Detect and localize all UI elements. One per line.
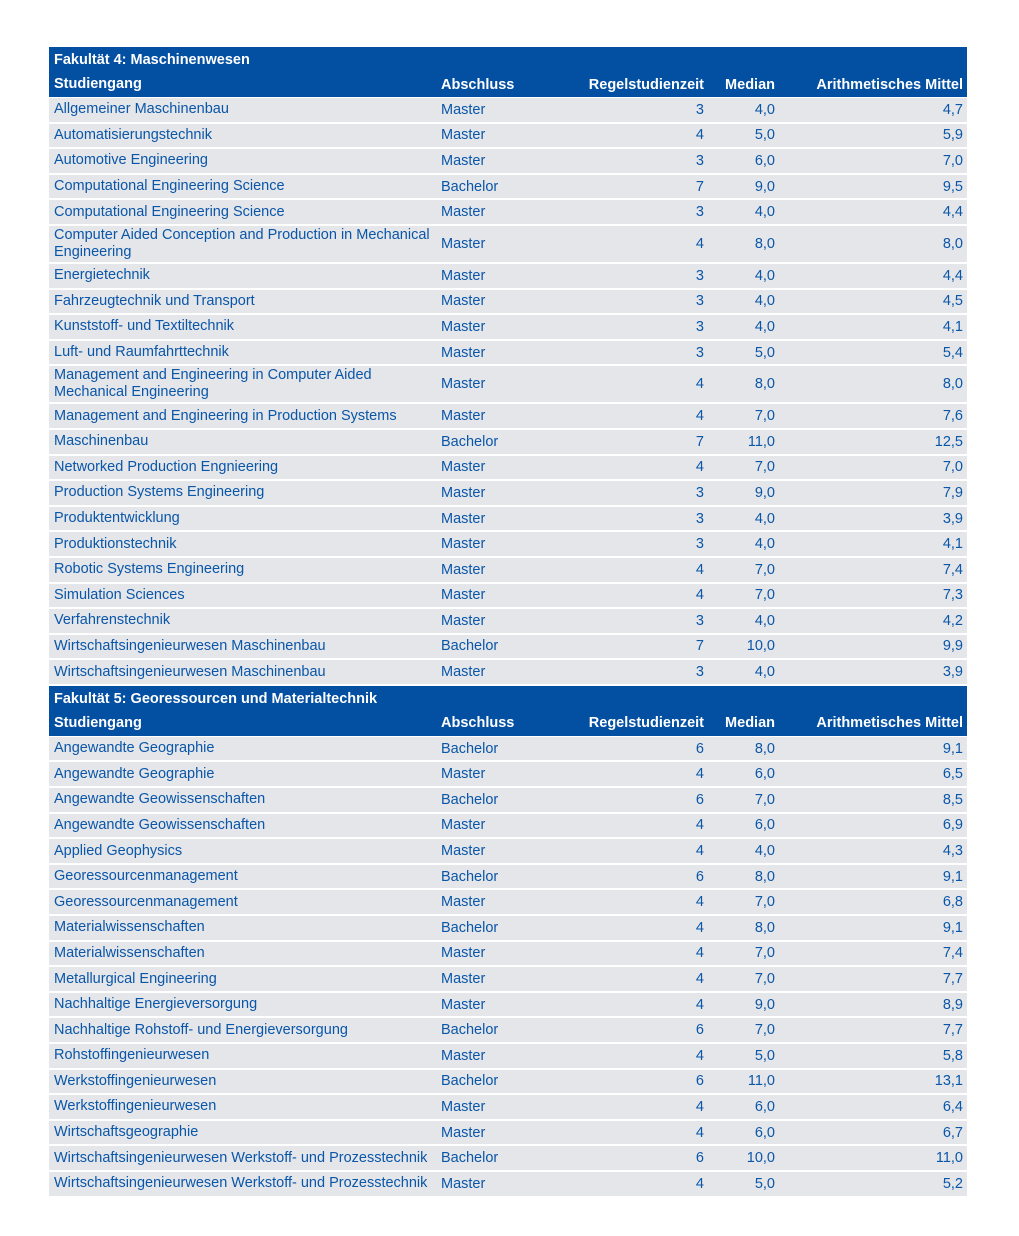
cell-regelstudienzeit: 6 <box>695 868 704 885</box>
cell-median: 4,0 <box>754 318 775 335</box>
table-row <box>49 609 967 635</box>
cell-arithmetisches-mittel: 4,2 <box>942 612 963 629</box>
table-row <box>49 1121 967 1147</box>
cell-abschluss: Master <box>441 344 486 361</box>
table-row <box>49 1172 967 1198</box>
cell-regelstudienzeit: 4 <box>695 587 704 604</box>
cell-arithmetisches-mittel: 3,9 <box>942 664 963 681</box>
table-row <box>49 942 967 968</box>
cell-abschluss: Master <box>441 561 486 578</box>
cell-regelstudienzeit: 4 <box>695 919 704 936</box>
cell-regelstudienzeit: 3 <box>695 484 704 501</box>
table-row <box>49 124 967 150</box>
cell-abschluss: Master <box>441 459 486 476</box>
cell-abschluss: Master <box>441 484 486 501</box>
table-row <box>49 404 967 430</box>
cell-arithmetisches-mittel: 7,6 <box>942 408 963 425</box>
cell-abschluss: Master <box>441 971 486 988</box>
cell-median: 11,0 <box>747 433 775 450</box>
cell-arithmetisches-mittel: 8,0 <box>942 376 963 393</box>
cell-median: 9,0 <box>754 484 775 501</box>
cell-abschluss: Master <box>441 376 486 393</box>
cell-regelstudienzeit: 3 <box>695 267 704 284</box>
cell-median: 10,0 <box>746 1150 775 1167</box>
study-duration-table <box>49 47 967 1198</box>
cell-regelstudienzeit: 4 <box>695 817 704 834</box>
cell-median: 9,0 <box>754 178 775 195</box>
table-row <box>49 1018 967 1044</box>
table-row <box>49 762 967 788</box>
cell-arithmetisches-mittel: 9,9 <box>942 638 963 655</box>
cell-studiengang: Wirtschaftsingenieurwesen Werkstoff- und Prozesstechnik <box>54 1175 428 1192</box>
column-header-arithmetisches-mittel: Arithmetisches Mittel <box>816 715 963 732</box>
cell-studiengang: Angewandte Geographie <box>54 765 215 782</box>
cell-regelstudienzeit: 6 <box>695 1073 704 1090</box>
cell-regelstudienzeit: 3 <box>695 344 704 361</box>
cell-median: 7,0 <box>754 971 775 988</box>
cell-abschluss: Master <box>441 408 486 425</box>
cell-abschluss: Bachelor <box>441 638 499 655</box>
table-row <box>49 200 967 226</box>
cell-arithmetisches-mittel: 12,5 <box>934 433 963 450</box>
cell-median: 5,0 <box>754 127 775 144</box>
column-header-row <box>49 711 967 737</box>
cell-arithmetisches-mittel: 8,9 <box>942 996 963 1013</box>
cell-arithmetisches-mittel: 6,5 <box>942 766 963 783</box>
cell-regelstudienzeit: 6 <box>695 740 704 757</box>
cell-abschluss: Master <box>441 204 486 221</box>
table-row <box>49 660 967 686</box>
cell-arithmetisches-mittel: 6,4 <box>942 1098 963 1115</box>
cell-studiengang: Wirtschaftsgeographie <box>54 1124 199 1141</box>
table-row <box>49 967 967 993</box>
cell-median: 8,0 <box>754 376 775 393</box>
cell-studiengang: Wirtschaftsingenieurwesen Maschinenbau <box>54 637 326 654</box>
cell-arithmetisches-mittel: 7,4 <box>942 945 963 962</box>
cell-abschluss: Master <box>441 1047 486 1064</box>
cell-median: 7,0 <box>754 459 775 476</box>
cell-median: 7,0 <box>754 408 775 425</box>
table-row <box>49 788 967 814</box>
cell-studiengang: Automotive Engineering <box>54 152 208 169</box>
cell-regelstudienzeit: 7 <box>695 178 704 195</box>
column-header-regelstudienzeit: Regelstudienzeit <box>588 715 704 732</box>
cell-studiengang: Georessourcenmanagement <box>54 868 238 885</box>
cell-studiengang: Produktentwicklung <box>54 510 180 527</box>
cell-median: 7,0 <box>754 1022 775 1039</box>
cell-median: 4,0 <box>754 101 775 118</box>
cell-median: 5,0 <box>754 1047 775 1064</box>
cell-arithmetisches-mittel: 4,1 <box>942 318 963 335</box>
faculty-title: Fakultät 4: Maschinenwesen <box>49 47 967 72</box>
cell-arithmetisches-mittel: 9,5 <box>942 178 963 195</box>
cell-studiengang: Georessourcenmanagement <box>54 893 238 910</box>
cell-studiengang: Werkstoffingenieurwesen <box>54 1098 217 1115</box>
table-row <box>49 916 967 942</box>
cell-abschluss: Master <box>441 318 486 335</box>
table-row <box>49 149 967 175</box>
cell-abschluss: Master <box>441 152 486 169</box>
cell-studiengang: Angewandte Geowissenschaften <box>54 816 266 833</box>
cell-studiengang: Metallurgical Engineering <box>54 970 217 987</box>
cell-abschluss: Master <box>441 587 486 604</box>
cell-median: 7,0 <box>754 894 775 911</box>
cell-regelstudienzeit: 3 <box>695 204 704 221</box>
cell-abschluss: Master <box>441 817 486 834</box>
table-row <box>49 175 967 201</box>
cell-studiengang: Computer Aided Conception and Production in Mechanical Engineering <box>54 226 430 260</box>
cell-regelstudienzeit: 4 <box>695 996 704 1013</box>
column-header-arithmetisches-mittel: Arithmetisches Mittel <box>816 76 963 93</box>
cell-abschluss: Master <box>441 664 486 681</box>
cell-regelstudienzeit: 6 <box>695 791 704 808</box>
cell-studiengang: Computational Engineering Science <box>54 178 285 195</box>
cell-median: 6,0 <box>754 1124 775 1141</box>
cell-studiengang: Networked Production Engnieering <box>54 458 279 475</box>
table-row <box>49 839 967 865</box>
cell-median: 4,0 <box>754 510 775 527</box>
cell-arithmetisches-mittel: 4,7 <box>942 101 963 118</box>
table-row <box>49 865 967 891</box>
cell-median: 6,0 <box>754 152 775 169</box>
cell-studiengang: Nachhaltige Rohstoff- und Energieversorgung <box>54 1021 348 1038</box>
cell-regelstudienzeit: 3 <box>695 664 704 681</box>
cell-studiengang: Robotic Systems Engineering <box>54 561 245 578</box>
cell-median: 6,0 <box>754 817 775 834</box>
table-row <box>49 1070 967 1096</box>
cell-regelstudienzeit: 4 <box>695 561 704 578</box>
cell-abschluss: Bachelor <box>441 740 499 757</box>
cell-regelstudienzeit: 3 <box>695 612 704 629</box>
cell-arithmetisches-mittel: 5,4 <box>942 344 963 361</box>
table-row <box>49 290 967 316</box>
table-row <box>49 366 967 404</box>
cell-studiengang: Allgemeiner Maschinenbau <box>54 101 229 118</box>
cell-abschluss: Bachelor <box>441 1022 499 1039</box>
cell-median: 4,0 <box>754 293 775 310</box>
cell-regelstudienzeit: 7 <box>695 433 704 450</box>
cell-abschluss: Master <box>441 536 486 553</box>
cell-studiengang: Verfahrenstechnik <box>54 612 171 629</box>
faculty-title: Fakultät 5: Georessourcen und Materialtechnik <box>49 686 967 711</box>
cell-arithmetisches-mittel: 4,4 <box>942 267 963 284</box>
table-row <box>49 481 967 507</box>
cell-arithmetisches-mittel: 4,4 <box>942 204 963 221</box>
column-header-studiengang: Studiengang <box>54 76 142 92</box>
cell-arithmetisches-mittel: 8,0 <box>942 235 963 252</box>
cell-abschluss: Master <box>441 843 486 860</box>
cell-studiengang: Computational Engineering Science <box>54 203 285 220</box>
cell-arithmetisches-mittel: 5,8 <box>942 1047 963 1064</box>
table-row <box>49 98 967 124</box>
cell-median: 10,0 <box>746 638 775 655</box>
cell-abschluss: Master <box>441 293 486 310</box>
cell-regelstudienzeit: 4 <box>695 376 704 393</box>
cell-abschluss: Master <box>441 612 486 629</box>
cell-arithmetisches-mittel: 7,0 <box>942 459 963 476</box>
cell-median: 5,0 <box>754 344 775 361</box>
cell-arithmetisches-mittel: 13,1 <box>934 1073 963 1090</box>
cell-arithmetisches-mittel: 9,1 <box>942 919 963 936</box>
cell-studiengang: Automatisierungstechnik <box>54 126 212 143</box>
cell-regelstudienzeit: 3 <box>695 293 704 310</box>
table-row <box>49 584 967 610</box>
cell-median: 9,0 <box>754 996 775 1013</box>
table-row <box>49 890 967 916</box>
cell-arithmetisches-mittel: 4,5 <box>942 293 963 310</box>
table-row <box>49 1146 967 1172</box>
cell-arithmetisches-mittel: 5,2 <box>942 1175 963 1192</box>
cell-arithmetisches-mittel: 6,9 <box>942 817 963 834</box>
cell-regelstudienzeit: 4 <box>695 945 704 962</box>
cell-studiengang: Angewandte Geowissenschaften <box>54 791 266 808</box>
cell-regelstudienzeit: 4 <box>695 843 704 860</box>
cell-regelstudienzeit: 4 <box>695 971 704 988</box>
cell-abschluss: Bachelor <box>441 433 499 450</box>
cell-median: 4,0 <box>754 536 775 553</box>
cell-abschluss: Master <box>441 1124 486 1141</box>
cell-arithmetisches-mittel: 4,3 <box>942 843 963 860</box>
cell-median: 8,0 <box>754 868 775 885</box>
cell-abschluss: Bachelor <box>441 791 499 808</box>
table-row <box>49 558 967 584</box>
cell-studiengang: Management and Engineering in Computer Aided Mechanical Engineering <box>54 367 372 401</box>
cell-arithmetisches-mittel: 7,7 <box>942 1022 963 1039</box>
table-row <box>49 264 967 290</box>
cell-abschluss: Bachelor <box>441 178 499 195</box>
cell-abschluss: Master <box>441 1098 486 1115</box>
cell-median: 7,0 <box>754 945 775 962</box>
cell-abschluss: Master <box>441 267 486 284</box>
table-row <box>49 315 967 341</box>
cell-studiengang: Nachhaltige Energieversorgung <box>54 996 258 1013</box>
column-header-row <box>49 72 967 98</box>
cell-studiengang: Management and Engineering in Production Systems <box>54 407 397 424</box>
cell-regelstudienzeit: 3 <box>695 536 704 553</box>
cell-studiengang: Kunststoff- und Textiltechnik <box>54 318 235 335</box>
cell-abschluss: Master <box>441 510 486 527</box>
cell-regelstudienzeit: 4 <box>695 766 704 783</box>
cell-arithmetisches-mittel: 7,3 <box>942 587 963 604</box>
cell-abschluss: Bachelor <box>441 1073 499 1090</box>
cell-regelstudienzeit: 4 <box>695 408 704 425</box>
cell-abschluss: Master <box>441 235 486 252</box>
cell-abschluss: Master <box>441 1175 486 1192</box>
cell-regelstudienzeit: 4 <box>695 235 704 252</box>
cell-arithmetisches-mittel: 11,0 <box>935 1150 963 1167</box>
cell-studiengang: Energietechnik <box>54 267 150 284</box>
cell-regelstudienzeit: 3 <box>695 152 704 169</box>
cell-studiengang: Angewandte Geographie <box>54 740 215 757</box>
cell-arithmetisches-mittel: 4,1 <box>942 536 963 553</box>
cell-regelstudienzeit: 6 <box>695 1022 704 1039</box>
cell-regelstudienzeit: 6 <box>695 1150 704 1167</box>
cell-studiengang: Applied Geophysics <box>54 842 183 859</box>
cell-median: 4,0 <box>754 612 775 629</box>
column-header-studiengang: Studiengang <box>54 714 142 731</box>
cell-arithmetisches-mittel: 7,4 <box>942 561 963 578</box>
cell-studiengang: Werkstoffingenieurwesen <box>54 1072 217 1089</box>
cell-median: 8,0 <box>754 235 775 252</box>
cell-median: 7,0 <box>754 561 775 578</box>
cell-abschluss: Master <box>441 101 486 118</box>
cell-median: 4,0 <box>754 664 775 681</box>
cell-abschluss: Master <box>441 127 486 144</box>
cell-studiengang: Produktionstechnik <box>54 535 177 552</box>
cell-arithmetisches-mittel: 3,9 <box>942 510 963 527</box>
table-row <box>49 814 967 840</box>
table-row <box>49 532 967 558</box>
cell-median: 8,0 <box>754 919 775 936</box>
cell-arithmetisches-mittel: 8,5 <box>942 791 963 808</box>
table-row <box>49 635 967 661</box>
column-header-median: Median <box>725 76 775 93</box>
cell-median: 4,0 <box>754 267 775 284</box>
cell-median: 4,0 <box>754 204 775 221</box>
column-header-regelstudienzeit: Regelstudienzeit <box>588 76 704 93</box>
cell-regelstudienzeit: 3 <box>695 101 704 118</box>
cell-median: 6,0 <box>754 1098 775 1115</box>
cell-median: 7,0 <box>754 587 775 604</box>
cell-median: 6,0 <box>754 766 775 783</box>
cell-studiengang: Rohstoffingenieurwesen <box>54 1047 210 1064</box>
cell-median: 4,0 <box>754 843 775 860</box>
column-header-abschluss: Abschluss <box>441 76 515 93</box>
cell-median: 8,0 <box>754 740 775 757</box>
cell-regelstudienzeit: 4 <box>695 894 704 911</box>
column-header-median: Median <box>725 715 775 732</box>
cell-median: 5,0 <box>754 1175 775 1192</box>
cell-studiengang: Luft- und Raumfahrttechnik <box>54 344 229 361</box>
cell-regelstudienzeit: 4 <box>695 127 704 144</box>
table-row <box>49 430 967 456</box>
cell-abschluss: Bachelor <box>441 868 499 885</box>
column-header-abschluss: Abschluss <box>441 715 515 732</box>
cell-studiengang: Materialwissenschaften <box>54 919 205 936</box>
cell-abschluss: Master <box>441 996 486 1013</box>
table-row <box>49 1095 967 1121</box>
cell-studiengang: Wirtschaftsingenieurwesen Werkstoff- und Prozesstechnik <box>54 1149 428 1166</box>
cell-studiengang: Simulation Sciences <box>54 586 185 603</box>
cell-arithmetisches-mittel: 7,0 <box>942 152 963 169</box>
table-row <box>49 507 967 533</box>
cell-arithmetisches-mittel: 7,7 <box>942 971 963 988</box>
cell-studiengang: Production Systems Engineering <box>54 484 265 501</box>
table-row <box>49 737 967 763</box>
cell-arithmetisches-mittel: 6,8 <box>942 894 963 911</box>
table-row <box>49 226 967 264</box>
cell-regelstudienzeit: 3 <box>695 318 704 335</box>
cell-regelstudienzeit: 7 <box>695 638 704 655</box>
cell-arithmetisches-mittel: 6,7 <box>942 1124 963 1141</box>
cell-regelstudienzeit: 3 <box>695 510 704 527</box>
table-row <box>49 1044 967 1070</box>
cell-studiengang: Wirtschaftsingenieurwesen Maschinenbau <box>54 663 326 680</box>
cell-abschluss: Bachelor <box>441 919 499 936</box>
cell-regelstudienzeit: 4 <box>695 459 704 476</box>
cell-arithmetisches-mittel: 9,1 <box>942 868 963 885</box>
table-row <box>49 993 967 1019</box>
cell-median: 7,0 <box>754 791 775 808</box>
table-row <box>49 456 967 482</box>
cell-regelstudienzeit: 4 <box>695 1047 704 1064</box>
cell-arithmetisches-mittel: 7,9 <box>942 484 963 501</box>
cell-studiengang: Maschinenbau <box>54 433 149 450</box>
cell-abschluss: Bachelor <box>441 1150 499 1167</box>
cell-abschluss: Master <box>441 894 486 911</box>
cell-abschluss: Master <box>441 945 486 962</box>
cell-arithmetisches-mittel: 9,1 <box>942 740 963 757</box>
cell-abschluss: Master <box>441 766 486 783</box>
cell-regelstudienzeit: 4 <box>695 1098 704 1115</box>
cell-regelstudienzeit: 4 <box>695 1124 704 1141</box>
cell-studiengang: Fahrzeugtechnik und Transport <box>54 292 255 309</box>
cell-regelstudienzeit: 4 <box>695 1175 704 1192</box>
table-row <box>49 341 967 367</box>
cell-median: 11,0 <box>747 1073 775 1090</box>
cell-studiengang: Materialwissenschaften <box>54 944 205 961</box>
cell-arithmetisches-mittel: 5,9 <box>942 127 963 144</box>
